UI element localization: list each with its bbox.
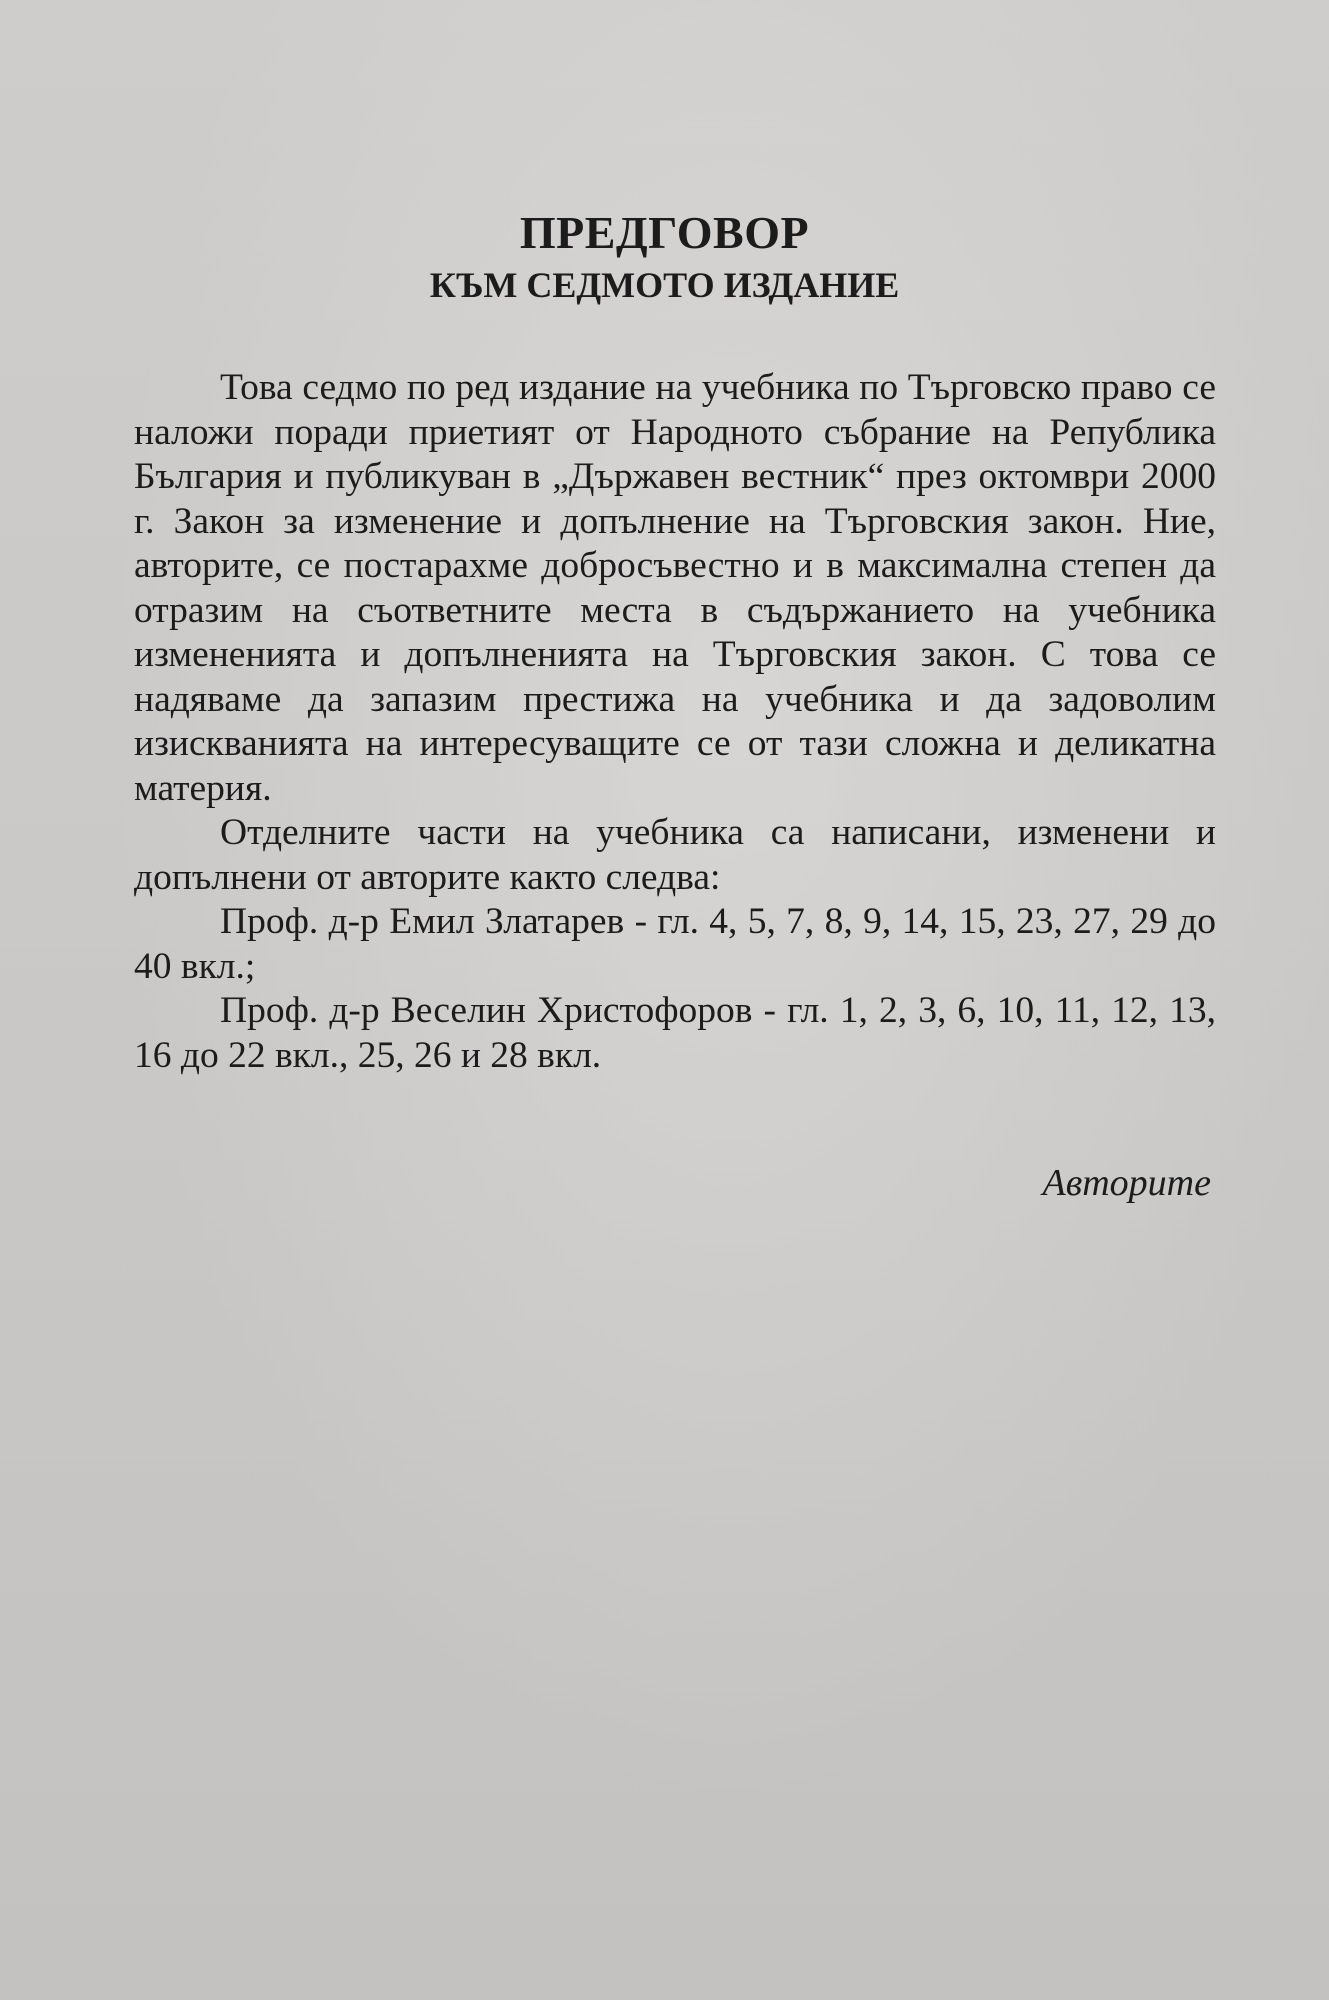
page-title: ПРЕДГОВОР	[519, 207, 810, 258]
page-subtitle: КЪМ СЕДМОТО ИЗДАНИЕ	[429, 265, 900, 305]
paragraph-authorship: Отделните части на учебника са написани, изменени и допълнени от авторите както следва:	[134, 812, 1216, 898]
preface-body	[134, 366, 1216, 1078]
signature: Авторите	[1042, 1162, 1211, 1204]
paragraph-author-zlatarev: Проф. д-р Емил Златарев - гл. 4, 5, 7, 8, 9, 14, 15, 23, 27, 29 до 40 вкл.;	[134, 901, 1216, 987]
paragraph-intro: Това седмо по ред издание на учебника по Търговско право се наложи поради приетият от Народното събрание на Република България и публикуван в „Държавен вестник“ през октомври 2000 г. Закон за изменение и допълнение на Търговския закон. Ние, авторите, се постарахме добросъвестно и в максимална степен да отразим на съответните места в съдържанието на учебника измененията и допълненията на Търговския закон. С това се надяваме да запазим престижа на учебника и да задоволим изискванията на интересуващите се от тази сложна и деликатна материя.	[134, 367, 1216, 809]
paragraph-author-hristoforov: Проф. д-р Веселин Христофоров - гл. 1, 2, 3, 6, 10, 11, 12, 13, 16 до 22 вкл., 25, 26 и 28 вкл.	[134, 990, 1216, 1076]
